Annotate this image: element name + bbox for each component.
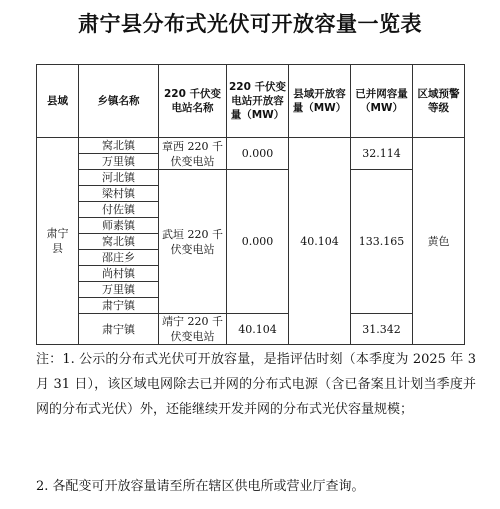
open-capacity-cell: 0.000 (227, 170, 289, 314)
town-cell: 尚村镇 (79, 266, 159, 282)
town-cell: 窝北镇 (79, 234, 159, 250)
page-title: 肃宁县分布式光伏可开放容量一览表 (78, 12, 422, 36)
open-capacity-cell: 40.104 (227, 314, 289, 345)
table-row (37, 170, 465, 186)
connected-capacity-cell: 32.114 (351, 138, 413, 170)
substation-cell: 章西 220 千伏变电站 (159, 138, 227, 170)
substation-cell: 武垣 220 千伏变电站 (159, 170, 227, 314)
footnote-1: 注：1. 公示的分布式光伏可开放容量，是指评估时刻（本季度为 2025 年 3 月 31 日），该区域电网除去已并网的分布式电源（含已备案且计划当季度并网的分布式光伏）外，还能继续开发并网的分布式光伏容量规模； (36, 352, 476, 417)
warning-level-cell: 黄色 (413, 138, 465, 345)
header-row (37, 65, 465, 138)
town-cell: 窝北镇 (79, 138, 159, 154)
header-substation-open-capacity: 220 千伏变电站开放容量（MW） (227, 65, 289, 138)
table-row (37, 138, 465, 154)
town-cell: 邵庄乡 (79, 250, 159, 266)
town-cell: 万里镇 (79, 282, 159, 298)
town-cell: 付佐镇 (79, 202, 159, 218)
town-cell: 师素镇 (79, 218, 159, 234)
capacity-table (36, 64, 465, 345)
town-cell: 肃宁镇 (79, 314, 159, 345)
connected-capacity-cell: 133.165 (351, 170, 413, 314)
header-substation-name: 220 千伏变电站名称 (159, 65, 227, 138)
substation-cell: 靖宁 220 千伏变电站 (159, 314, 227, 345)
header-county-open-capacity: 县域开放容量（MW） (289, 65, 351, 138)
town-cell: 肃宁镇 (79, 298, 159, 314)
town-cell: 万里镇 (79, 154, 159, 170)
open-capacity-cell: 0.000 (227, 138, 289, 170)
town-cell: 梁村镇 (79, 186, 159, 202)
header-connected-capacity: 已并网容量（MW） (351, 65, 413, 138)
town-cell: 河北镇 (79, 170, 159, 186)
header-town-name: 乡镇名称 (79, 65, 159, 138)
county-cell: 肃宁 县 (37, 138, 79, 345)
county-capacity-cell: 40.104 (289, 138, 351, 345)
table-row (37, 314, 465, 345)
header-warning-level: 区域预警等级 (413, 65, 465, 138)
footnote-2: 2. 各配变可开放容量请至所在辖区供电所或营业厅查询。 (36, 479, 365, 494)
connected-capacity-cell: 31.342 (351, 314, 413, 345)
header-county: 县域 (37, 65, 79, 138)
